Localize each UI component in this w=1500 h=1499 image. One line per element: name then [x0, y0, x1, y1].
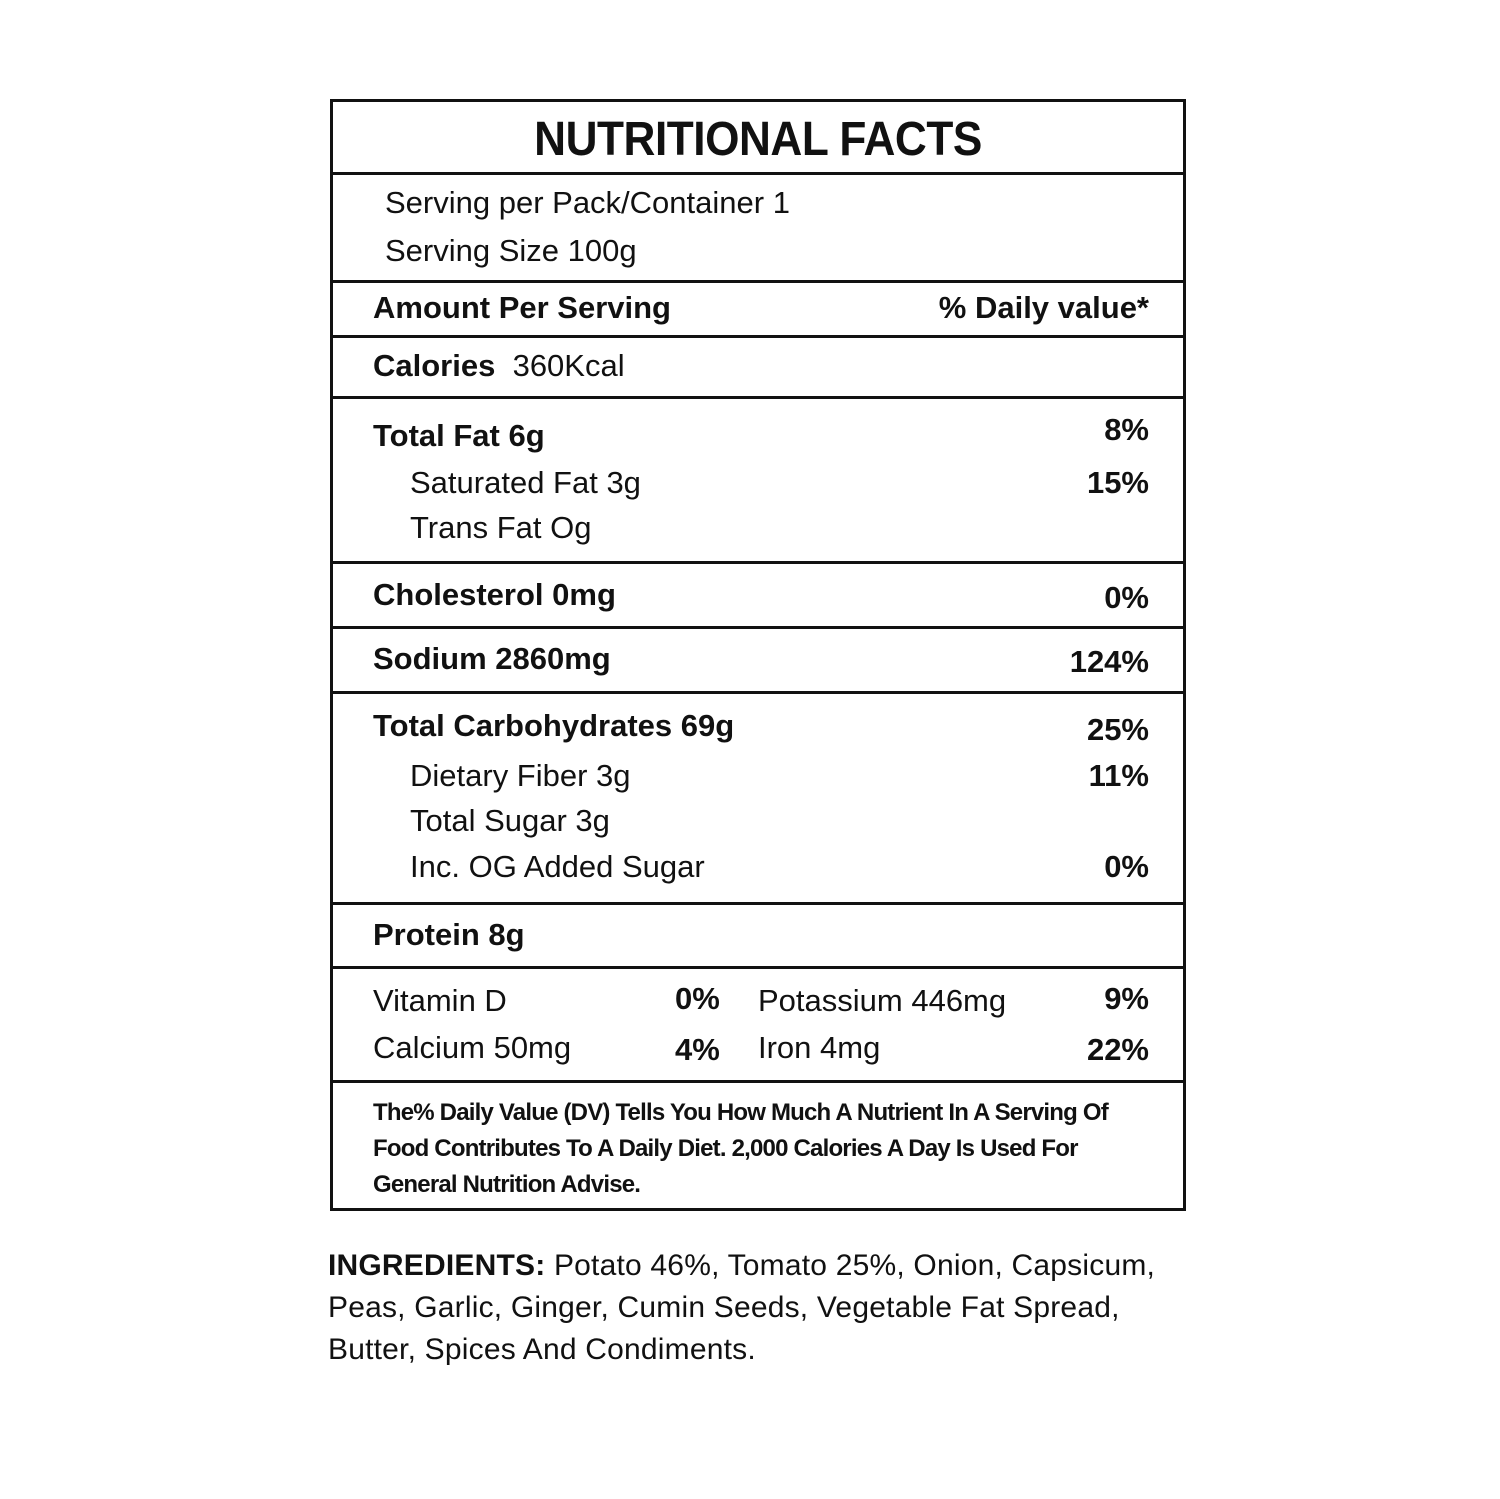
dietary-fiber: Dietary Fiber 3g [410, 758, 631, 793]
sodium-section [333, 626, 1183, 691]
vitamin-d: Vitamin D [373, 983, 507, 1018]
sodium-dv: 124% [1069, 644, 1149, 679]
total-fat-dv: 8% [1104, 412, 1149, 447]
potassium: Potassium 446mg [758, 983, 1007, 1018]
carbs-section [333, 691, 1183, 902]
calcium: Calcium 50mg [373, 1030, 572, 1065]
minerals-section [333, 966, 1183, 1080]
ingredients-text: Potato 46%, Tomato 25%, Onion, Capsicum, Peas, Garlic, Ginger, Cumin Seeds, Vegetable Fat Spread, Butter, Spices And Condiments. [328, 1249, 1156, 1366]
footnote-section [333, 1080, 1183, 1208]
added-sugar-dv: 0% [1104, 849, 1149, 884]
trans-fat: Trans Fat Og [410, 510, 592, 545]
protein-section [333, 902, 1183, 966]
total-carbs: Total Carbohydrates 69g [373, 708, 735, 743]
calories-row [373, 348, 625, 384]
total-sugar: Total Sugar 3g [410, 803, 610, 838]
title-section [333, 102, 1183, 172]
calories-value: 360Kcal [512, 348, 625, 383]
dietary-fiber-dv: 11% [1088, 758, 1149, 793]
calories-section [333, 335, 1183, 396]
serving-per-pack: Serving per Pack/Container 1 [385, 185, 790, 220]
serving-size: Serving Size 100g [385, 233, 637, 268]
iron-dv: 22% [1086, 1032, 1149, 1067]
saturated-fat-dv: 15% [1086, 465, 1149, 500]
fat-section [333, 396, 1183, 561]
vitamin-d-dv: 0% [675, 981, 720, 1016]
total-fat: Total Fat 6g [373, 418, 545, 453]
total-carbs-dv: 25% [1086, 712, 1149, 747]
added-sugar: Inc. OG Added Sugar [410, 849, 705, 884]
cholesterol: Cholesterol 0mg [373, 577, 616, 612]
saturated-fat: Saturated Fat 3g [410, 465, 641, 500]
amount-header [333, 280, 1183, 335]
daily-value-footnote: The% Daily Value (DV) Tells You How Much A Nutrient In A Serving Of Food Contributes To A Daily Diet. 2,000 Calories A Day Is Used For General Nutrition Advise. [373, 1099, 1108, 1198]
calcium-dv: 4% [675, 1032, 720, 1067]
cholesterol-section [333, 561, 1183, 626]
serving-section [333, 172, 1183, 280]
ingredients-heading: INGREDIENTS: [328, 1249, 546, 1282]
iron: Iron 4mg [758, 1030, 881, 1065]
ingredients [328, 1245, 1198, 1371]
protein: Protein 8g [373, 917, 525, 952]
daily-value-header: % Daily value* [938, 290, 1149, 325]
calories-label: Calories [373, 348, 496, 383]
label-title: NUTRITIONAL FACTS [534, 113, 982, 166]
potassium-dv: 9% [1104, 981, 1149, 1016]
cholesterol-dv: 0% [1104, 580, 1149, 615]
sodium: Sodium 2860mg [373, 641, 611, 676]
amount-per-serving: Amount Per Serving [373, 290, 671, 325]
nutrition-label [330, 99, 1186, 1211]
